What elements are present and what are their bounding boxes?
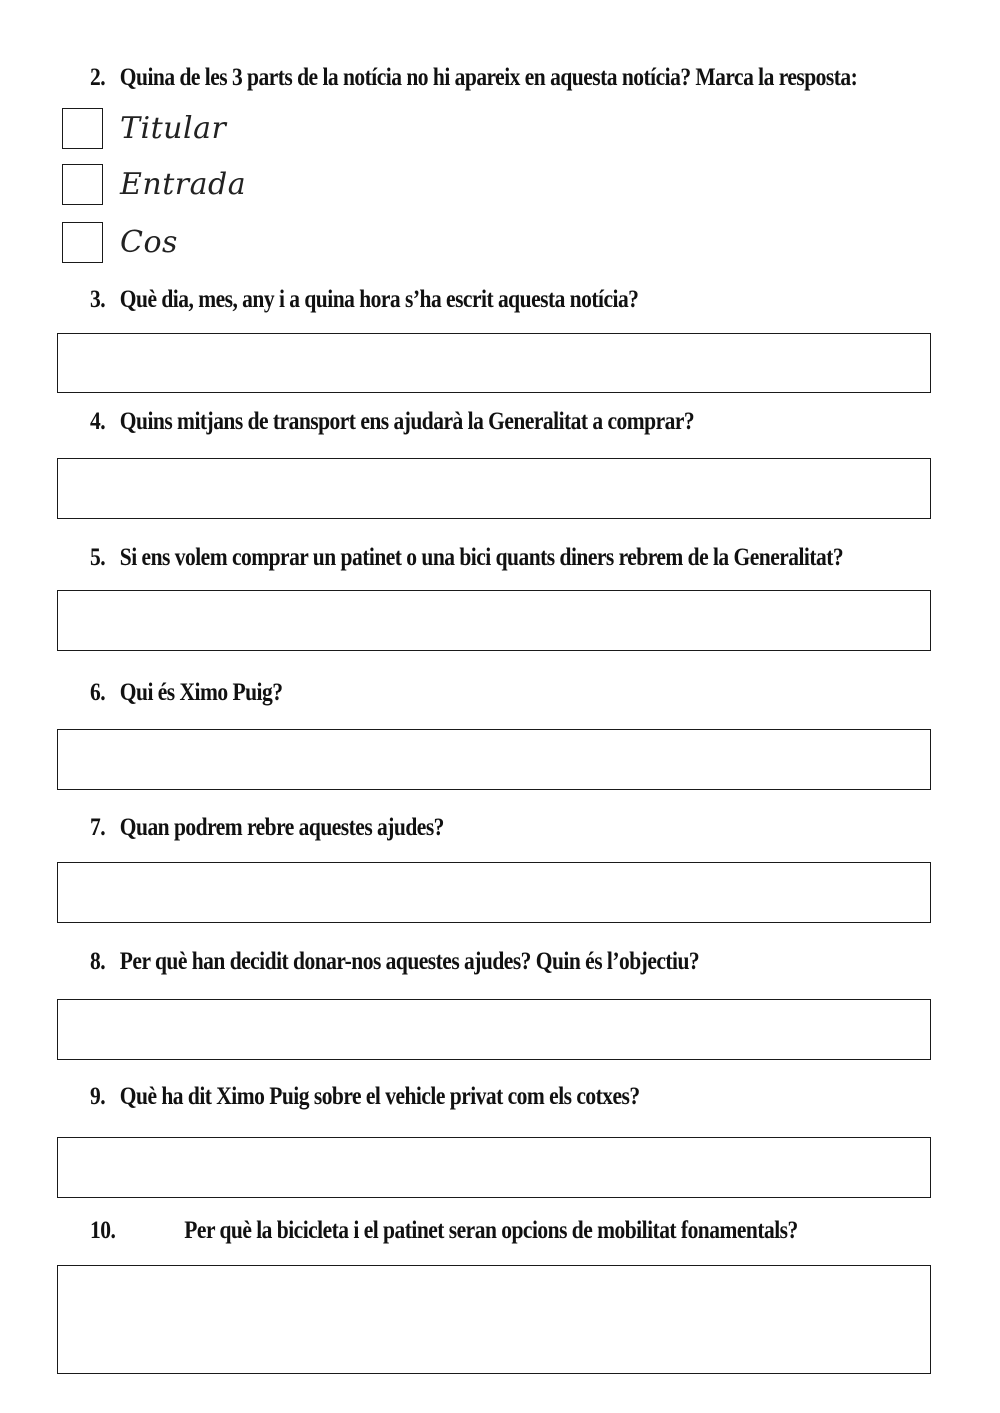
question-text: Quins mitjans de transport ens ajudarà la Generalitat a comprar? (119, 408, 695, 435)
answer-box-9[interactable] (57, 1137, 931, 1198)
question-number: 7. (90, 814, 106, 841)
question-number: 4. (90, 408, 106, 435)
option-label: Titular (120, 111, 227, 146)
answer-box-4[interactable] (57, 458, 931, 519)
answer-box-5[interactable] (57, 590, 931, 651)
question-number: 9. (90, 1083, 106, 1110)
question-number: 8. (90, 948, 106, 975)
checkbox-entrada[interactable] (62, 164, 103, 205)
question-10 (90, 1215, 798, 1247)
question-number: 10. (90, 1217, 116, 1244)
option-label: Cos (120, 225, 178, 260)
question-text: Quina de les 3 parts de la notícia no hi apareix en aquesta notícia? Marca la resposta: (119, 64, 858, 91)
answer-box-7[interactable] (57, 862, 931, 923)
question-text: Què ha dit Ximo Puig sobre el vehicle privat com els cotxes? (119, 1083, 640, 1110)
question-text: Qui és Ximo Puig? (119, 679, 283, 706)
question-text: Per què la bicicleta i el patinet seran opcions de mobilitat fonamentals? (184, 1217, 798, 1244)
question-8 (90, 946, 699, 978)
question-number: 3. (90, 286, 106, 313)
answer-box-6[interactable] (57, 729, 931, 790)
question-5 (90, 542, 843, 574)
question-number: 5. (90, 544, 106, 571)
question-number: 2. (90, 64, 106, 91)
question-9 (90, 1081, 640, 1113)
question-number: 6. (90, 679, 106, 706)
answer-box-3[interactable] (57, 333, 931, 393)
question-text: Quan podrem rebre aquestes ajudes? (119, 814, 444, 841)
question-text: Si ens volem comprar un patinet o una bici quants diners rebrem de la Generalitat? (119, 544, 844, 571)
question-2 (90, 62, 857, 94)
checkbox-titular[interactable] (62, 108, 103, 149)
option-label: Entrada (120, 167, 247, 202)
answer-box-8[interactable] (57, 999, 931, 1060)
question-4 (90, 406, 694, 438)
answer-box-10[interactable] (57, 1265, 931, 1374)
question-text: Per què han decidit donar-nos aquestes ajudes? Quin és l’objectiu? (119, 948, 700, 975)
question-3 (90, 284, 638, 316)
question-text: Què dia, mes, any i a quina hora s’ha escrit aquesta notícia? (119, 286, 639, 313)
question-6 (90, 677, 282, 709)
question-7 (90, 812, 444, 844)
checkbox-cos[interactable] (62, 222, 103, 263)
